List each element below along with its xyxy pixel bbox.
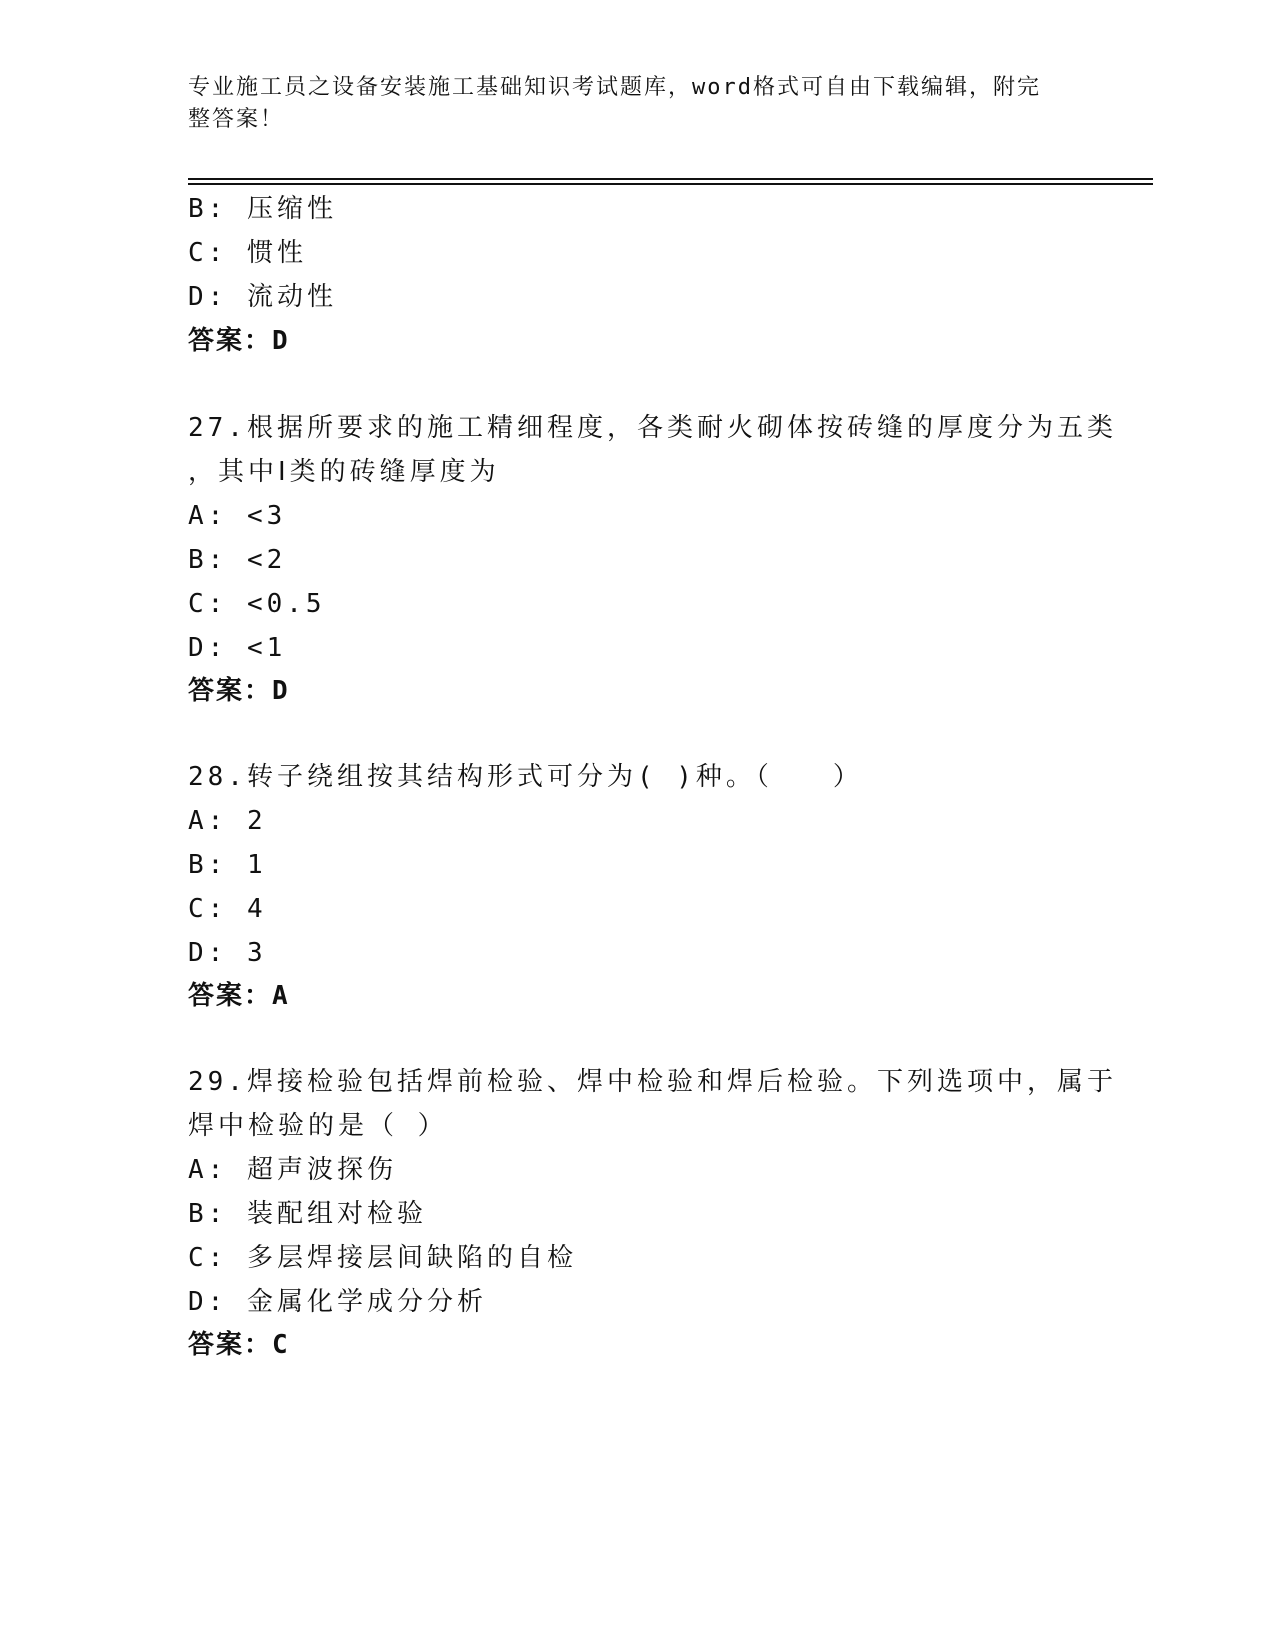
q28-option-a: A: 2: [188, 806, 267, 836]
q28-answer: 答案：A: [188, 981, 290, 1011]
header-line-1: 专业施工员之设备安装施工基础知识考试题库，word格式可自由下载编辑，附完: [188, 75, 1041, 100]
q27-option-b: B: <2: [188, 545, 287, 575]
q29-stem-line-1: 29.焊接检验包括焊前检验、焊中检验和焊后检验。下列选项中，属于: [188, 1067, 1117, 1097]
q28-option-b: B: 1: [188, 850, 267, 880]
q26-answer: 答案：D: [188, 326, 290, 356]
q26-option-b: B: 压缩性: [188, 194, 337, 224]
q28-option-c: C: 4: [188, 894, 267, 924]
header-divider-bottom: [188, 183, 1153, 185]
q26-option-d: D: 流动性: [188, 282, 337, 312]
q26-option-c: C: 惯性: [188, 238, 307, 268]
q29-option-d: D: 金属化学成分分析: [188, 1287, 487, 1317]
header-line-2: 整答案！: [188, 107, 285, 132]
q27-option-c: C: <0.5: [188, 589, 326, 619]
q29-answer: 答案：C: [188, 1330, 290, 1360]
document-header: [188, 72, 1068, 136]
q27-stem-line-2: ，其中Ⅰ类的砖缝厚度为: [188, 457, 500, 487]
q29-stem-line-2: 焊中检验的是（ ）: [188, 1111, 448, 1141]
q27-answer: 答案：D: [188, 676, 290, 706]
q27-option-d: D: <1: [188, 633, 287, 663]
q27-stem-line-1: 27.根据所要求的施工精细程度，各类耐火砌体按砖缝的厚度分为五类: [188, 413, 1117, 443]
q27-option-a: A: <3: [188, 501, 287, 531]
header-divider-top: [188, 178, 1153, 180]
q29-option-c: C: 多层焊接层间缺陷的自检: [188, 1243, 577, 1273]
q28-stem-line-1: 28.转子绕组按其结构形式可分为( )种。（ ）: [188, 762, 863, 792]
q29-option-b: B: 装配组对检验: [188, 1199, 427, 1229]
q29-option-a: A: 超声波探伤: [188, 1155, 397, 1185]
q28-option-d: D: 3: [188, 938, 267, 968]
